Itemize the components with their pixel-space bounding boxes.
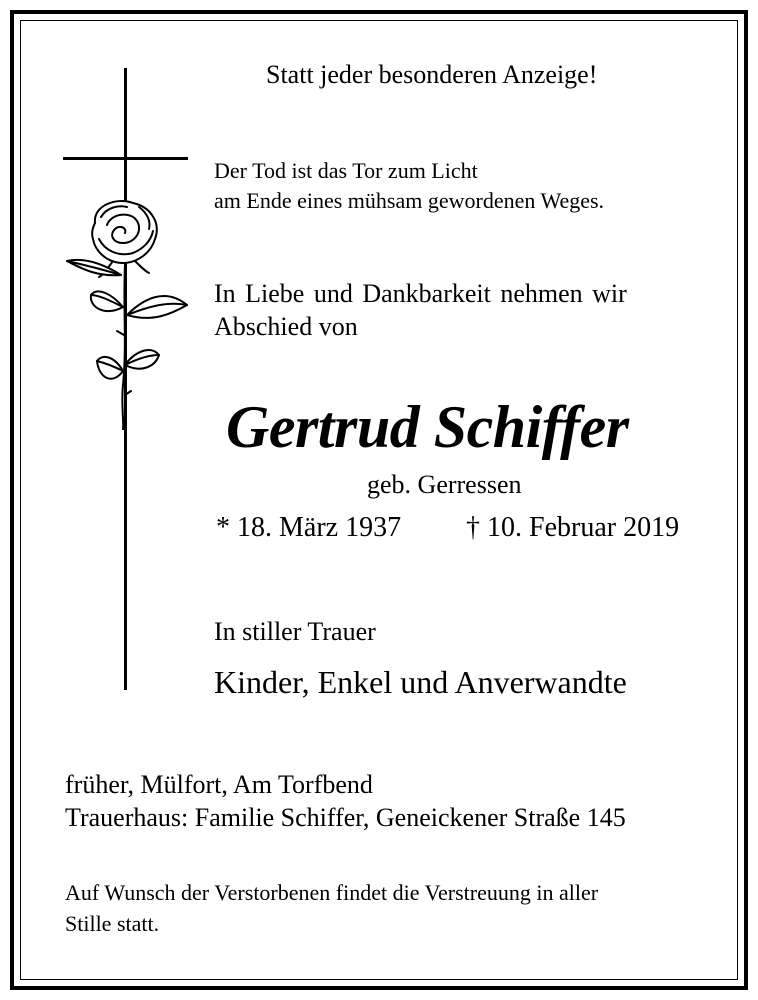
header-text: Statt jeder besonderen Anzeige! (266, 60, 598, 89)
rose-icon (55, 195, 195, 430)
quote-line-1: Der Tod ist das Tor zum Licht (214, 158, 478, 183)
note-line-2: Stille statt. (65, 911, 160, 936)
mourning-intro: In stiller Trauer (214, 617, 376, 646)
birth-date: * 18. März 1937 (216, 512, 402, 543)
quote-line-2: am Ende eines mühsam gewordenen Weges. (214, 188, 605, 213)
intro-line-2: Abschied von (214, 312, 358, 341)
deceased-name: Gertrud Schiffer (226, 394, 629, 460)
address-line-1: früher, Mülfort, Am Torfbend (65, 770, 373, 799)
cross-horizontal-bar (63, 157, 188, 160)
maiden-name: geb. Gerressen (367, 470, 522, 499)
mourning-family: Kinder, Enkel und Anverwandte (214, 664, 627, 700)
note-line-1: Auf Wunsch der Verstorbenen findet die Verstreuung in aller (65, 880, 599, 905)
address-line-2: Trauerhaus: Familie Schiffer, Geneickener Straße 145 (65, 803, 626, 832)
intro-line-1: In Liebe und Dankbarkeit nehmen wir (214, 279, 627, 308)
death-date: † 10. Februar 2019 (466, 512, 680, 543)
